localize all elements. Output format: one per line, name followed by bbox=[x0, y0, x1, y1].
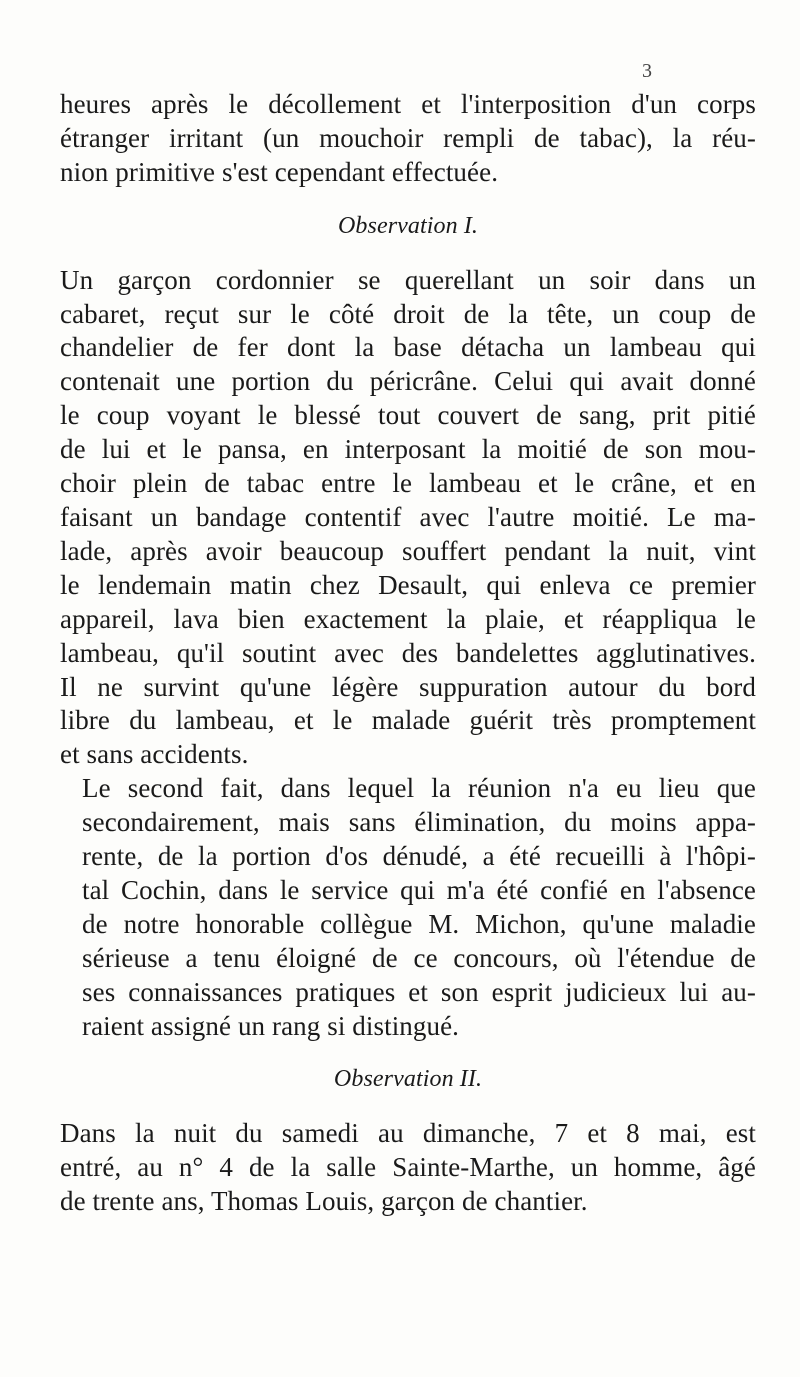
paragraph-second-case bbox=[60, 772, 756, 1043]
text-line: chandelier de fer dont la base détacha un lambeau qui bbox=[60, 332, 756, 363]
text-line: nion primitive s'est cependant effectuée. bbox=[60, 156, 499, 187]
text-line: entré, au n° 4 de la salle Sainte-Marthe, un homme, âgé bbox=[60, 1152, 756, 1183]
text-line: Un garçon cordonnier se querellant un soir dans un bbox=[60, 264, 756, 295]
paragraph-intro bbox=[60, 88, 756, 190]
text-line: cabaret, reçut sur le côté droit de la tête, un coup de bbox=[60, 298, 756, 329]
text-line: tal Cochin, dans le service qui m'a été confié en l'absence bbox=[82, 874, 756, 905]
observation-heading-2: Observation II. bbox=[333, 1066, 483, 1093]
text-line: de trente ans, Thomas Louis, garçon de chantier. bbox=[60, 1186, 588, 1217]
text-line: faisant un bandage contentif avec l'autre moitié. Le ma- bbox=[60, 501, 756, 532]
text-line: appareil, lava bien exactement la plaie, et réappliqua le bbox=[60, 603, 756, 634]
text-line: lade, après avoir beaucoup souffert pendant la nuit, vint bbox=[60, 535, 756, 566]
text-line: et sans accidents. bbox=[60, 739, 249, 770]
text-line: raient assigné un rang si distingué. bbox=[82, 1010, 460, 1041]
text-line: heures après le décollement et l'interposition d'un corps bbox=[60, 89, 756, 119]
text-line: choir plein de tabac entre le lambeau et le crâne, et en bbox=[60, 468, 756, 499]
text-line: Le second fait, dans lequel la réunion n'a eu lieu que bbox=[82, 773, 756, 804]
text-line: secondairement, mais sans élimination, du moins appa- bbox=[82, 807, 756, 838]
paragraph-observation-1 bbox=[60, 264, 756, 773]
text-line: sérieuse a tenu éloigné de ce concours, où l'étendue de bbox=[82, 942, 756, 973]
paragraph-observation-2 bbox=[60, 1117, 756, 1219]
observation-heading-1: Observation I. bbox=[337, 212, 479, 239]
text-line: contenait une portion du péricrâne. Celui qui avait donné bbox=[60, 366, 756, 397]
text-line: libre du lambeau, et le malade guérit très promptement bbox=[60, 705, 756, 736]
text-line: Dans la nuit du samedi au dimanche, 7 et 8 mai, est bbox=[60, 1118, 756, 1149]
text-line: rente, de la portion d'os dénudé, a été recueilli à l'hôpi- bbox=[82, 841, 756, 872]
text-line: Il ne survint qu'une légère suppuration autour du bord bbox=[60, 671, 756, 702]
text-line: ses connaissances pratiques et son esprit judicieux lui au- bbox=[82, 976, 756, 1007]
text-line: étranger irritant (un mouchoir rempli de tabac), la réu- bbox=[60, 122, 756, 153]
text-line: de lui et le pansa, en interposant la moitié de son mou- bbox=[60, 434, 756, 465]
text-line: le lendemain matin chez Desault, qui enleva ce premier bbox=[60, 569, 756, 600]
text-line: lambeau, qu'il soutint avec des bandelettes agglutinatives. bbox=[60, 637, 756, 668]
text-line: de notre honorable collègue M. Michon, qu'une maladie bbox=[82, 908, 756, 939]
body-text bbox=[60, 88, 756, 1219]
text-line: le coup voyant le blessé tout couvert de sang, prit pitié bbox=[60, 400, 756, 431]
page-number: 3 bbox=[642, 60, 652, 82]
